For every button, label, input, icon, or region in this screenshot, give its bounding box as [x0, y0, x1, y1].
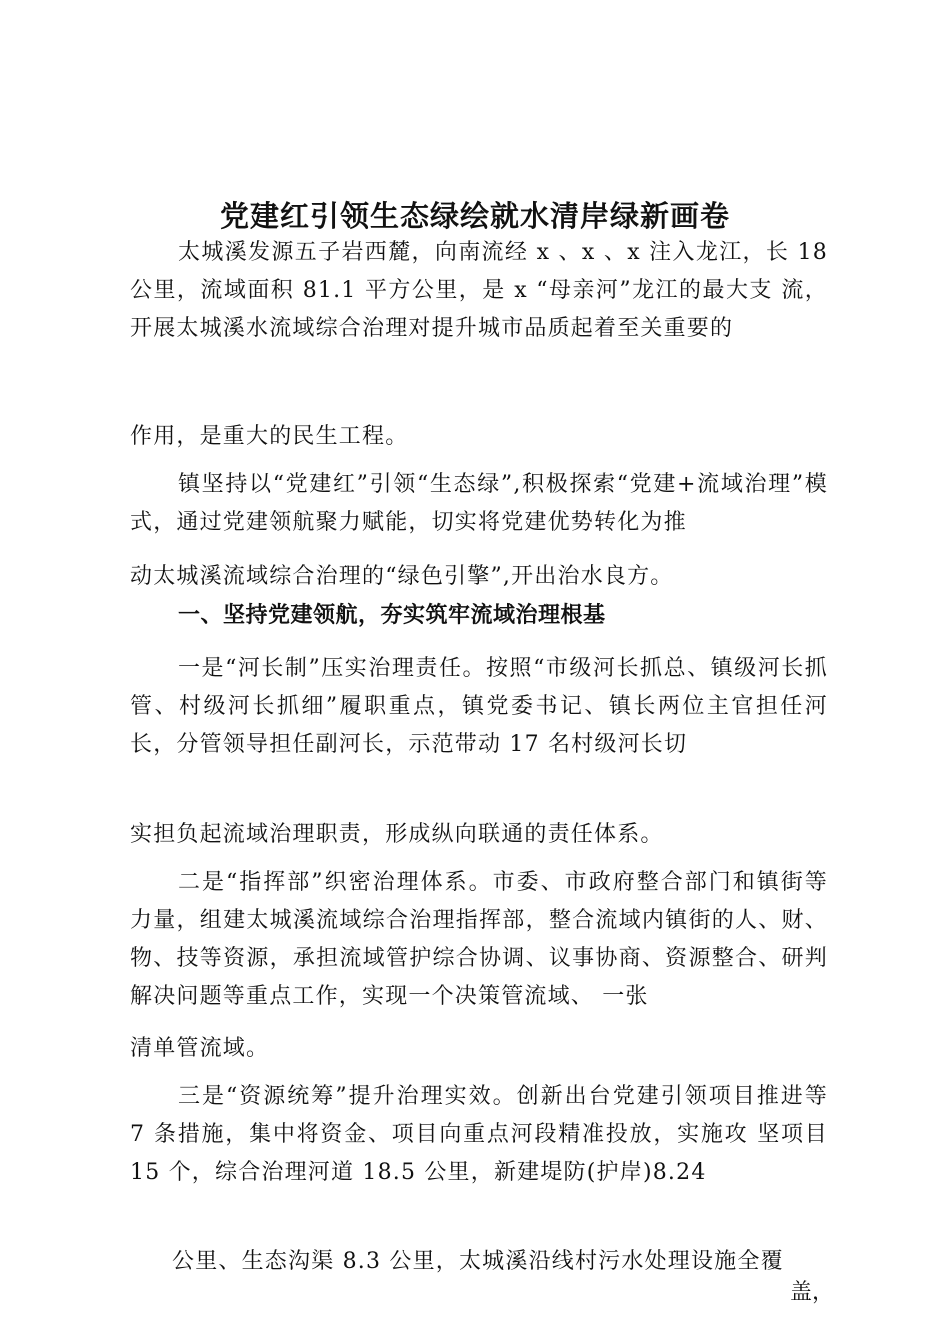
paragraph-intro-continued: 作用，是重大的民生工程。: [130, 424, 409, 449]
paragraph-resources-end: 盖，: [790, 1280, 835, 1305]
section-heading-1: 一、坚持党建领航，夯实筑牢流域治理根基: [178, 603, 606, 628]
paragraph-river-chief: 一是“河长制”压实治理责任。按照“市级河长抓总、镇级河长抓管、村级河长抓细”履职重点，镇党委书记、镇长两位主官担任河长，分管领导担任副河长，示范带动 17 名村级河长切: [130, 656, 828, 757]
paragraph-strategy-continued: 动太城溪流域综合治理的“绿色引擎”,开出治水良方。: [130, 564, 674, 589]
paragraph-resources-continued: 公里、生态沟渠 8.3 公里，太城溪沿线村污水处理设施全覆: [172, 1249, 784, 1274]
paragraph-river-chief-continued: 实担负起流域治理职责，形成纵向联通的责任体系。: [130, 822, 664, 847]
paragraph-resources: 三是“资源统筹”提升治理实效。创新出台党建引领项目推进等 7 条措施，集中将资金、项目向重点河段精准投放，实施攻 坚项目 15 个，综合治理河道 18.5 公里，新建堤防(护岸)8.24: [130, 1084, 828, 1185]
paragraph-intro: 太城溪发源五子岩西麓，向南流经 x 、x 、x 注入龙江，长 18 公里，流域面积 81.1 平方公里，是 x “母亲河”龙江的最大支 流，开展太城溪水流域综合治理对提升城市品质起着至关重要的: [130, 240, 828, 341]
paragraph-command-continued: 清单管流域。: [130, 1036, 270, 1061]
paragraph-command: 二是“指挥部”织密治理体系。市委、市政府整合部门和镇街等力量，组建太城溪流域综合治理指挥部，整合流域内镇街的人、财、物、技等资源，承担流域管护综合协调、议事协商、资源整合、研判解决问题等重点工作，实现一个决策管流域、 一张: [130, 870, 828, 1009]
document-title: 党建红引领生态绿绘就水清岸绿新画卷: [219, 199, 730, 233]
paragraph-strategy: 镇坚持以“党建红”引领“生态绿”,积极探索“党建+流域治理”模式，通过党建领航聚力赋能，切实将党建优势转化为推: [130, 472, 828, 535]
